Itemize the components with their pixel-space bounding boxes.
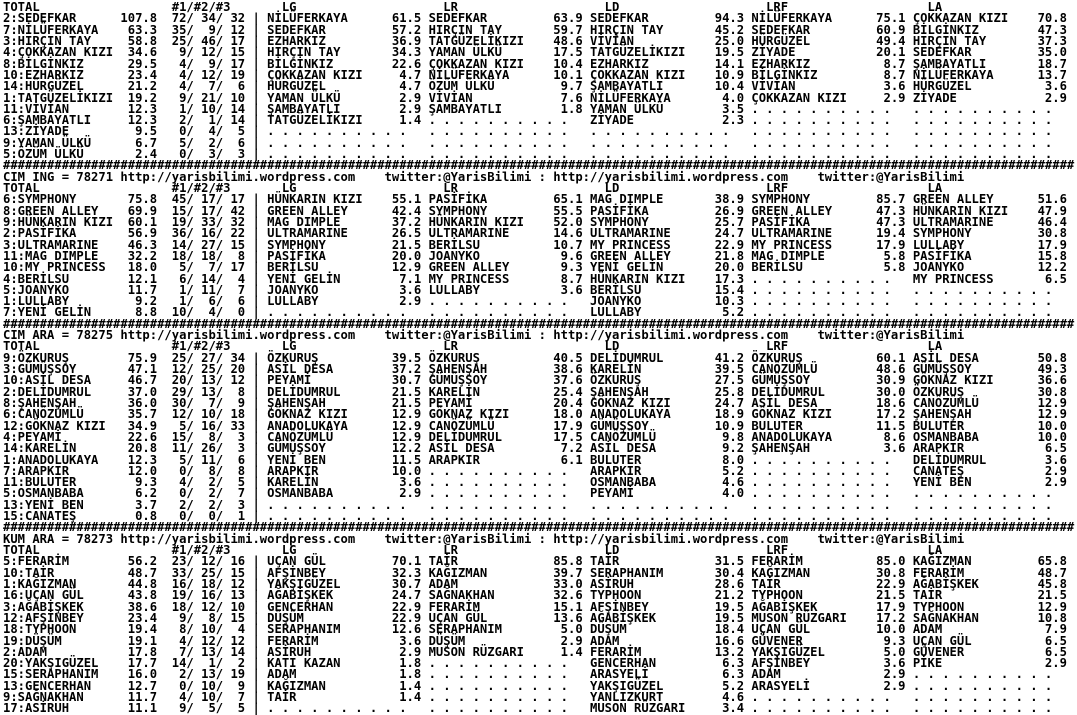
table-row: 18:TYPHOON 19.4 8/ 10/ 4 | SERAPHANIM 12.6 SERAPHANIM 5.0 DÜŞÜM 18.4 UÇAN GÜL 10.0 ADAM 7.9: [3, 622, 1075, 637]
table-row: 1:KAĞIZMAN 44.8 16/ 18/ 12 | YAKŞIGÜZEL 30.7 ADAM 33.0 ASİRUH 28.6 TAİR 22.9 AĞABİŞKEK 45.8: [3, 576, 1075, 591]
table-row: 3:GÜMÜŞSOY 47.1 12/ 25/ 20 | ASİL DESA 37.2 ŞAHENŞAH 38.6 KARELİN 39.5 CANÖZÜMLÜ 48.6 GÜMÜŞSOY 49.3: [3, 362, 1075, 376]
table-row: 1:LULLABY 9.2 1/ 6/ 6 | LULLABY 2.9 . . . . . . . . . . JOANYKO 10.3 . . . . . . . . . . . . . . . . . . . .: [3, 294, 1075, 309]
table-row: 2:PASİFİKA 56.9 36/ 16/ 22 | ULTRAMARINE 26.5 ULTRAMARINE 14.6 ULTRAMARINE 24.7 ULTRAMARINE 19.4 SYMPHONY 30.8: [3, 226, 1075, 241]
table-row: 10:MY PRINCESS 18.0 5/ 7/ 17 | BERİLSU 12.9 GREEN ALLEY 9.3 YENİ GELİN 20.0 BERİLSU 5.8 JOANYKO 12.2: [3, 260, 1075, 275]
table-row: 8:GREEN ALLEY 69.9 15/ 17/ 42 | GREEN ALLEY 42.4 SYMPHONY 55.5 PASİFİKA 26.9 GREEN ALLEY 47.3 HÜNKARIN KIZI 47.9: [3, 203, 1075, 218]
table-row: 7:YENİ GELİN 8.8 10/ 4/ 0 | . . . . . . . . . . . . . . . . . . . . LULLABY 5.2 . . . . . . . . . . . . . . . . . . . .: [3, 305, 1075, 320]
section-separator: ##################################################################################################################################################: [3, 316, 1075, 331]
table-row: 10:ASİL DESA 46.7 20/ 13/ 12 | PEYAMİ 30.7 GÜMÜŞSOY 37.6 ÖZKURUŞ 27.5 GÜMÜŞSOY 30.9 GÖKNAZ KIZI 36.6: [3, 373, 1075, 388]
table-row: 1:TATGÜZELİKIZI 19.2 9/ 21/ 10 | YAMAN ÜLKÜ 2.9 VİVİAN 7.6 NİLÜFERKAYA 4.0 ÇOKKAZAN KIZI 2.9 ZİYADE 2.9: [3, 90, 1075, 105]
table-row: 2:DELİDUMRUL 37.0 29/ 13/ 8 | DELİDUMRUL 21.5 KARELİN 25.4 ŞAHENŞAH 25.8 DELİDUMRUL 30.0 ÖZKURUŞ 30.8: [3, 384, 1075, 399]
table-row: 7:ARAPKIR 12.0 0/ 8/ 8 | ARAPKIR 10.0 . . . . . . . . . . ARAPKIR 5.2 . . . . . . . . . . CANATEŞ 2.9: [3, 463, 1075, 478]
table-row: 3:ULTRAMARINE 46.3 14/ 27/ 15 | SYMPHONY 21.5 BERİLSU 10.7 MY PRINCESS 22.9 MY PRINCESS 17.9 LULLABY 17.9: [3, 237, 1075, 252]
table-row: 6:SYMPHONY 75.8 45/ 17/ 17 | HÜNKARIN KIZI 55.1 PASİFİKA 65.1 MAG DIMPLE 38.9 SYMPHONY 85.7 GREEN ALLEY 51.6: [3, 192, 1075, 207]
table-row: 6:CANÖZÜMLÜ 35.7 12/ 10/ 18 | GÖKNAZ KIZI 12.9 GÖKNAZ KIZI 18.0 ANADOLUKAYA 18.9 GÖKNAZ KIZI 17.2 ŞAHENŞAH 12.9: [3, 407, 1075, 422]
table-row: 4:ÇOKKAZAN KIZI 34.6 9/ 12/ 15 | HIRÇIN TAY 34.3 YAMAN ÜLKÜ 17.5 TATGÜZELİKIZI 19.5 ZİYADE 20.1 SEDEFKAR 35.0: [3, 45, 1075, 60]
table-row: 1:ANADOLUKAYA 12.3 5/ 11/ 6 | YENİ BEN 11.5 ARAPKIR 6.1 BULUTER 8.0 . . . . . . . . . . DELİDUMRUL 3.6: [3, 452, 1075, 467]
table-row: 2:ADAM 17.8 7/ 13/ 14 | ASİRUH 2.9 MUSON RÜZGARI 1.4 FERARİM 13.2 YAKŞIGÜZEL 5.0 GÜVENER 6.5: [3, 644, 1075, 659]
table-row: 7:NİLÜFERKAYA 63.3 35/ 9/ 12 | SEDEFKAR 57.2 HIRÇIN TAY 59.7 HIRÇIN TAY 45.2 SEDEFKAR 60.9 BİLGİNKIZ 47.3: [3, 22, 1075, 37]
section-separator: ##################################################################################################################################################: [3, 158, 1075, 173]
table-row: 8:ŞAHENŞAH 36.0 30/ 7/ 9 | ŞAHENŞAH 21.5 PEYAMİ 20.4 GÖKNAZ KIZI 24.7 ASİL DESA 18.6 CANÖZÜMLÜ 12.9: [3, 395, 1075, 410]
column-header-row: TOTAL #1/#2/#3 LG LR LD LRF LA: [3, 0, 943, 14]
table-row: 17:ASİRUH 11.1 9/ 5/ 5 | . . . . . . . . . . . . . . . . . . . . MUSON RÜZGARI 3.4 . . . . . . . . . . . . . . . . . . . .: [3, 701, 1075, 715]
table-row: 4:BERİLSU 12.1 6/ 14/ 4 | YENİ GELİN 7.1 MY PRINCESS 8.7 HÜNKARIN KIZI 17.3 . . . . . . . . . . MY PRINCESS 6.5: [3, 271, 1075, 286]
table-row: 20:YAKŞIGÜZEL 17.7 14/ 1/ 2 | KATI KAZAN 1.8 . . . . . . . . . . GENCERHAN 6.3 AFŞİNBEY 3.6 PİKE 2.9: [3, 656, 1075, 671]
table-row: 2:SEDEFKAR 107.8 72/ 34/ 32 | NİLÜFERKAYA 61.5 SEDEFKAR 63.9 SEDEFKAR 94.3 NİLÜFERKAYA 75.1 ÇOKKAZAN KIZI 70.8: [3, 11, 1075, 26]
table-row: 10:EZHARKIZ 23.4 4/ 12/ 19 | ÇOKKAZAN KIZI 4.7 NİLÜFERKAYA 10.1 ÇOKKAZAN KIZI 10.9 BİLGİNKIZ 8.7 NİLÜFERKAYA 13.7: [3, 67, 1075, 82]
section-title-row: CIM ARA = 78275 http://yarisbilimi.wordpress.com twitter:@YarisBilimi : http://yarisbilimi.wordpress.com twitter:@YarisBilimi: [3, 328, 965, 343]
table-row: 12:GÖKNAZ KIZI 34.9 5/ 16/ 33 | ANADOLUKAYA 12.9 CANÖZÜMLÜ 17.9 GÜMÜŞSOY 10.9 BULUTER 11.5 BULUTER 10.0: [3, 418, 1075, 433]
table-row: 15:CANATEŞ 0.8 0/ 0/ 1 | . . . . . . . . . . . . . . . . . . . . . . . . . . . . . . . . . . . . . . . . . . . . . . . . . .: [3, 509, 1075, 524]
table-row: 9:HÜNKARIN KIZI 60.1 19/ 33/ 32 | MAG DIMPLE 37.2 HÜNKARIN KIZI 52.0 SYMPHONY 25.7 PASİFİKA 47.3 ULTRAMARINE 46.4: [3, 214, 1075, 229]
table-row: 19:DÜŞÜM 19.1 4/ 12/ 12 | FERARİM 3.6 DÜŞÜM 2.9 ADAM 16.6 GÜVENER 9.3 UÇAN GÜL 6.5: [3, 633, 1075, 648]
section-title-row: KUM ARA = 78273 http://yarisbilimi.wordpress.com twitter:@YarisBilimi : http://yarisbilimi.wordpress.com twitter:@YarisBilimi: [3, 531, 965, 546]
table-row: 14:HÜRGÜZEL 21.2 4/ 7/ 6 | HÜRGÜZEL 4.7 ÖZÜM ÜLKÜ 9.7 ŞAMBAYATLI 10.4 VİVİAN 3.6 HÜRGÜZEL 3.6: [3, 79, 1075, 94]
table-row: 4:PEYAMİ 22.6 15/ 8/ 3 | CANÖZÜMLÜ 12.9 DELİDUMRUL 17.5 CANÖZÜMLÜ 9.8 ANADOLUKAYA 8.6 OSMANBABA 10.0: [3, 429, 1075, 444]
table-row: 9:ÖZKURUŞ 75.9 25/ 27/ 34 | ÖZKURUŞ 39.5 ÖZKURUŞ 40.5 DELİDUMRUL 41.2 ÖZKURUŞ 60.1 ASİL DESA 50.8: [3, 350, 1075, 365]
table-row: 8:BİLGİNKIZ 29.5 4/ 9/ 17 | BİLGİNKIZ 22.6 ÇOKKAZAN KIZI 10.4 EZHARKIZ 14.1 EZHARKIZ 8.7 ŞAMBAYATLI 18.7: [3, 56, 1075, 71]
table-row: 11:MAG DIMPLE 32.2 18/ 18/ 8 | PASİFİKA 20.0 JOANYKO 9.6 GREEN ALLEY 21.8 MAG DIMPLE 5.8 PASİFİKA 15.8: [3, 248, 1075, 263]
section-title-row: CIM ING = 78271 http://yarisbilimi.wordpress.com twitter:@YarisBilimi : http://yarisbilimi.wordpress.com twitter:@YarisBilimi: [3, 169, 965, 184]
table-row: 6:ŞAMBAYATLI 12.3 2/ 1/ 14 | TATGÜZELİKIZI 1.4 . . . . . . . . . . ZİYADE 2.3 . . . . . . . . . . . . . . . . . . . .: [3, 113, 1075, 128]
table-row: 3:HIRÇIN TAY 58.8 25/ 46/ 17 | EZHARKIZ 36.9 TATGÜZELİKIZI 48.6 VİVİAN 25.0 HÜRGÜZEL 49.4 HIRÇIN TAY 37.3: [3, 33, 1075, 48]
table-row: 9:SAĞNAKHAN 11.7 4/ 10/ 7 | TAİR 1.4 . . . . . . . . . . YANLIZKURT 4.6 . . . . . . . . . . . . . . . . . . . .: [3, 690, 1075, 705]
column-header-row: TOTAL #1/#2/#3 LG LR LD LRF LA: [3, 181, 943, 195]
table-row: 13:GENCERHAN 12.7 0/ 10/ 9 | KAĞIZMAN 1.4 . . . . . . . . . . YAKŞIGÜZEL 5.2 ARASYELİ 2.9 . . . . . . . . . .: [3, 678, 1075, 693]
table-row: 14:KARELİN 20.8 11/ 26/ 3 | GÜMÜŞSOY 12.2 ASİL DESA 7.2 ASİL DESA 9.2 ŞAHENŞAH 3.6 ARAPKIR 6.5: [3, 441, 1075, 456]
column-header-row: TOTAL #1/#2/#3 LG LR LD LRF LA: [3, 339, 943, 354]
table-row: 5:FERARİM 56.2 23/ 12/ 16 | UÇAN GÜL 70.1 TAİR 85.8 TAİR 31.5 FERARİM 85.0 KAĞIZMAN 65.8: [3, 554, 1075, 569]
column-header-row: TOTAL #1/#2/#3 LG LR LD LRF LA: [3, 543, 943, 557]
table-row: 11:BULUTER 9.3 4/ 2/ 5 | KARELİN 3.6 . . . . . . . . . . OSMANBABA 4.6 . . . . . . . . . . YENİ BEN 2.9: [3, 475, 1075, 490]
table-row: 5:OSMANBABA 6.2 0/ 2/ 7 | OSMANBABA 2.9 . . . . . . . . . . PEYAMİ 4.0 . . . . . . . . . . . . . . . . . . . .: [3, 486, 1075, 501]
table-row: 11:VİVİAN 12.3 1/ 10/ 14 | ŞAMBAYATLI 2.9 ŞAMBAYATLI 1.8 YAMAN ÜLKÜ 3.5 . . . . . . . . . . . . . . . . . . . .: [3, 101, 1075, 116]
table-row: 15:SERAPHANIM 16.0 2/ 13/ 19 | ADAM 1.8 . . . . . . . . . . ARASYELİ 6.3 ADAM 2.9 . . . . . . . . . .: [3, 667, 1075, 682]
table-row: 13:ZİYADE 9.5 0/ 4/ 5 | . . . . . . . . . . . . . . . . . . . . . . . . . . . . . . . . . . . . . . . . . . . . . . . . . .: [3, 124, 1075, 139]
section-separator: ##################################################################################################################################################: [3, 520, 1075, 535]
table-row: 9:YAMAN ÜLKÜ 6.7 5/ 2/ 6 | . . . . . . . . . . . . . . . . . . . . . . . . . . . . . . . . . . . . . . . . . . . . . . . . . .: [3, 135, 1075, 150]
table-row: 3:AĞABİŞKEK 38.6 18/ 12/ 10 | GENCERHAN 22.9 FERARİM 15.1 AFŞİNBEY 19.5 AĞABİŞKEK 17.9 TYPHOON 12.9: [3, 599, 1075, 614]
table-row: 16:UÇAN GÜL 43.8 19/ 16/ 13 | AĞABİŞKEK 24.7 SAĞNAKHAN 32.6 TYPHOON 21.2 TYPHOON 21.5 TAİR 21.5: [3, 588, 1075, 603]
table-row: 5:ÖZÜM ÜLKÜ 2.4 0/ 3/ 3 | . . . . . . . . . . . . . . . . . . . . . . . . . . . . . . . . . . . . . . . . . . . . . . . . . .: [3, 147, 1075, 162]
table-row: 12:AFŞİNBEY 23.4 9/ 8/ 15 | DÜŞÜM 22.9 UÇAN GÜL 13.6 AĞABİŞKEK 19.5 MUSON RÜZGARI 17.2 SAĞNAKHAN 10.8: [3, 610, 1075, 625]
table-row: 13:YENİ BEN 3.7 2/ 2/ 3 | . . . . . . . . . . . . . . . . . . . . . . . . . . . . . . . . . . . . . . . . . . . . . . . . . .: [3, 497, 1075, 512]
table-row: 5:JOANYKO 11.7 1/ 11/ 7 | JOANYKO 3.6 LULLABY 3.6 BERİLSU 15.4 . . . . . . . . . . . . . . . . . . . .: [3, 282, 1075, 297]
table-row: 10:TAİR 48.7 33/ 25/ 15 | AFŞİNBEY 32.3 KAĞIZMAN 39.7 SERAPHANIM 30.4 KAĞIZMAN 30.8 FERARİM 48.7: [3, 565, 1075, 580]
